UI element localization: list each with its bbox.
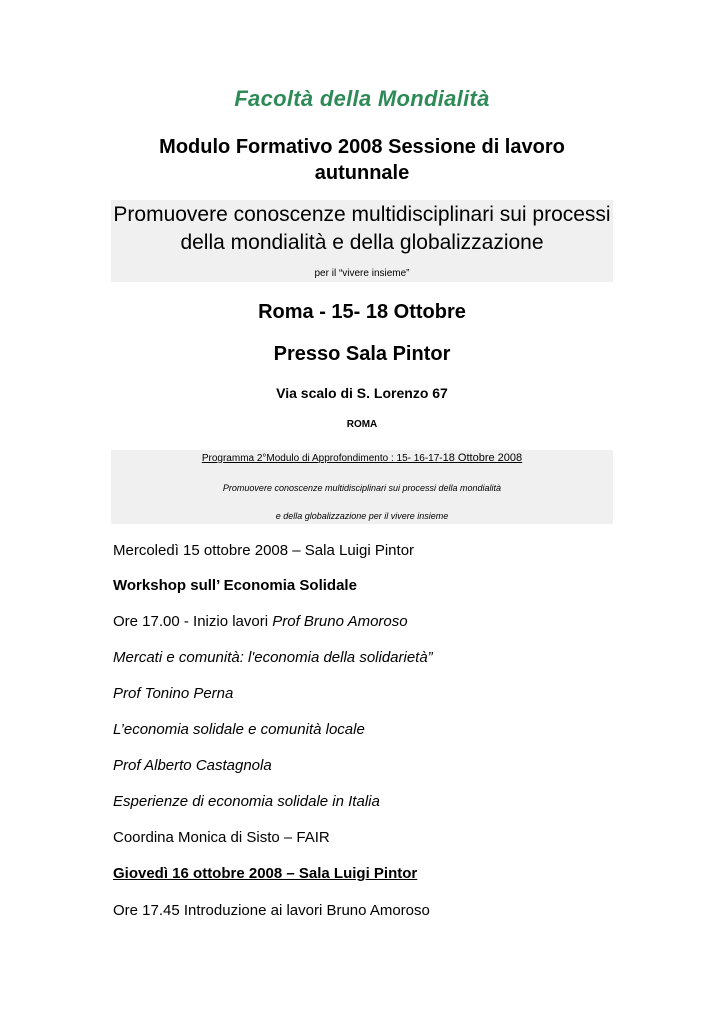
agenda-start-time: Ore 17.00 - Inizio lavori xyxy=(113,613,273,630)
program-heading xyxy=(111,452,613,464)
agenda-day2: Giovedì 16 ottobre 2008 – Sala Luigi Pintor xyxy=(113,865,418,882)
program-subtitle-line-1: Promuovere conoscenze multidisciplinari sui processi della mondialità xyxy=(222,483,502,493)
agenda-start-speaker: Prof Bruno Amoroso xyxy=(272,613,408,630)
vivere-insieme-note: per il “vivere insieme” xyxy=(314,268,410,279)
program-subtitle-line-2: e della globalizzazione per il vivere insieme xyxy=(275,511,449,521)
agenda-day1: Mercoledì 15 ottobre 2008 – Sala Luigi Pintor xyxy=(113,542,415,559)
promote-heading: Promuovere conoscenze multidisciplinari sui processi della mondialità e della globalizzazione xyxy=(113,203,611,254)
event-city: ROMA xyxy=(346,419,378,430)
agenda-workshop-title: Workshop sull’ Economia Solidale xyxy=(113,577,357,594)
agenda-speaker-3: Prof Alberto Castagnola xyxy=(113,757,272,774)
event-place: Presso Sala Pintor xyxy=(273,343,451,365)
agenda-speaker-2: Prof Tonino Perna xyxy=(113,685,234,702)
agenda-talk-3: Esperienze di economia solidale in Italia xyxy=(113,793,380,810)
agenda-talk-1: Mercati e comunità: l'economia della solidarietà” xyxy=(113,649,433,666)
agenda-talk-2: L’economia solidale e comunità locale xyxy=(113,721,365,738)
module-title: Modulo Formativo 2008 Sessione di lavoro autunnale xyxy=(159,136,565,184)
agenda-coordinator: Coordina Monica di Sisto – FAIR xyxy=(113,829,330,846)
faculty-title: Facoltà della Mondialità xyxy=(234,86,490,111)
program-heading-dates: 18 Ottobre 2008 xyxy=(442,452,523,464)
event-address: Via scalo di S. Lorenzo 67 xyxy=(276,385,448,401)
event-date: Roma - 15- 18 Ottobre xyxy=(258,301,466,323)
program-heading-prefix: Programma 2°Modulo di Approfondimento : 15- 16-17- xyxy=(201,453,443,464)
agenda-day2-start: Ore 17.45 Introduzione ai lavori Bruno Amoroso xyxy=(113,902,430,919)
agenda-start xyxy=(113,613,408,630)
